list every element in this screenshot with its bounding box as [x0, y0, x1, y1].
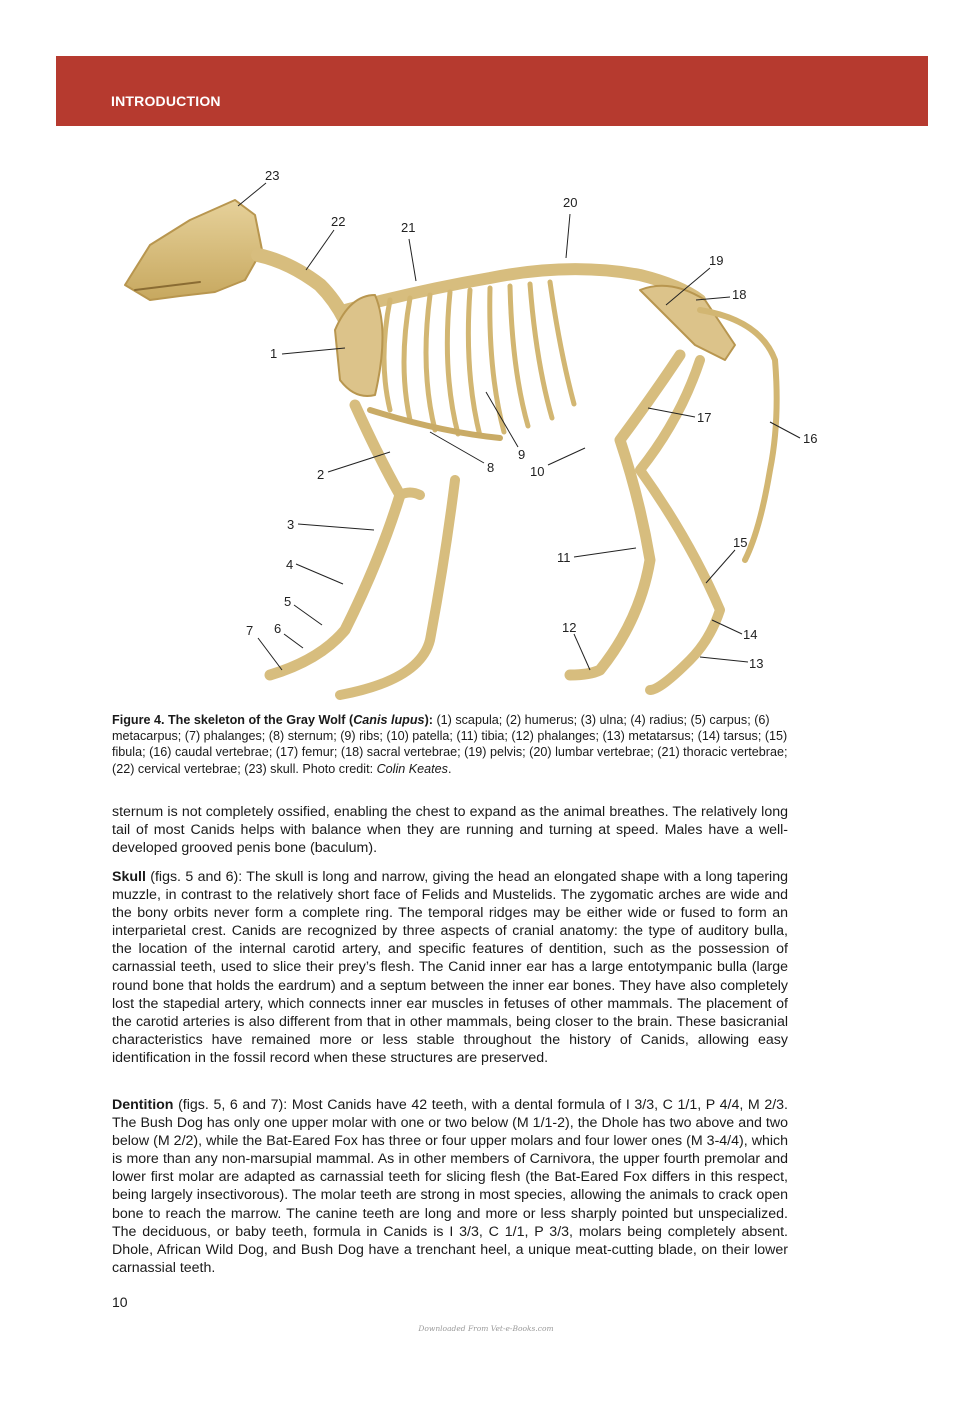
callout-number: 17	[697, 410, 712, 425]
callout-number: 22	[331, 214, 346, 229]
paragraph-skull	[112, 868, 788, 1067]
callout-number: 14	[743, 627, 758, 642]
section-header-bar	[56, 56, 928, 126]
skeleton-drawing	[125, 200, 777, 695]
callout-number: 19	[709, 253, 724, 268]
callout-number: 13	[749, 656, 764, 671]
callout-number: 15	[733, 535, 748, 550]
paragraph-lead: Dentition	[112, 1097, 174, 1113]
caption-lead-end: ):	[424, 713, 433, 727]
callout-number: 20	[563, 195, 578, 210]
caption-body: (1) scapula; (2) humerus; (3) ulna; (4) radius; (5) carpus; (6) metacarpus; (7) phalanges; (8) sternum; (9) ribs; (10) patella; (11) tibia; (12) phalanges; (13) metatarsus; (14) tarsus; (15) fibula; (16) caudal vertebrae; (17) femur; (18) sacral vertebrae; (19) pelvis; (20) lumbar vertebrae; (21) thoracic vertebrae; (22) cervical vertebrae; (23) skull. Photo credit:	[112, 713, 788, 776]
callout-number: 23	[265, 168, 280, 183]
callout-number: 12	[562, 620, 577, 635]
callout-number: 10	[530, 464, 545, 479]
callout-number: 3	[287, 517, 295, 532]
paragraph-text: sternum is not completely ossified, enabling the chest to expand as the animal breathes. The relatively long tail of most Canids helps with balance when they are running and turning at speed. Males have a well-developed grooved penis bone (baculum).	[112, 804, 788, 857]
caption-end: .	[447, 761, 452, 776]
callout-number: 6	[274, 621, 282, 636]
caption-credit: Colin Keates	[376, 761, 448, 776]
paragraph-text: (figs. 5 and 6): The skull is long and narrow, giving the head an elongated shape with a long tapering muzzle, in contrast to the relatively short face of Felids and Mustelids. The zygomatic arches are wide and the bony orbits never form a complete ring. The temporal ridges may be either wide or fused to form an interparietal crest. Canids are recognized by three aspects of cranial anatomy: the type of auditory bulla, the location of the internal carotid artery, and specific features of dentition, such as the possession of carnassial teeth, used to slice their prey’s flesh. The Canid inner ear has a large entotympanic bulla (large round bone that holds the eardrum) and a septum between the inner ear bones. They have also completely lost the stapedial artery, which connects inner ear muscles in fetuses of other mammals. The placement of the carotid arteries is also different from that in other mammals, being closer to the brain. These basicranial characteristics have remained more or less stable throughout the history of Canids, allowing easy identification in the fossil record when these structures are preserved.	[112, 869, 788, 1066]
callout-number: 4	[286, 557, 294, 572]
paragraph-lead: Skull	[112, 869, 146, 885]
callout-number: 11	[557, 550, 571, 565]
callout-number: 9	[518, 447, 526, 462]
skeleton-figure	[112, 160, 852, 710]
figure-caption	[112, 712, 788, 777]
callout-number: 8	[487, 460, 495, 475]
callout-labels	[246, 168, 817, 671]
callout-number: 5	[284, 594, 292, 609]
caption-species: Canis lupus	[353, 713, 425, 727]
caption-lead	[112, 713, 433, 727]
paragraph-text: (figs. 5, 6 and 7): Most Canids have 42 teeth, with a dental formula of I 3/3, C 1/1, P 4/4, M 2/3. The Bush Dog has only one upper molar with one or two below (M 1/1-2), the Dhole has two above and two below (M 2/2), while the Bat-Eared Fox has three or four upper molars and four lower ones (M 3-4/4), which is more than any non-marsupial mammal. As in other members of Carnivora, the upper fourth premolar and lower first molar are adapted as carnassial teeth for slicing flesh (the Bat-Eared Fox differs in this respect, being largely insectivorous). The molar teeth are strong in most species, allowing the animals to crack open bone to reach the marrow. The canine teeth are long and more or less sharply pointed but unspecialized. The deciduous, or baby teeth, formula in Canids is I 3/3, C 1/1, P 3/3, molars being completely absent. Dhole, African Wild Dog, and Bush Dog have a trenchant heel, a unique meat-cutting blade, on their lower carnassial teeth.	[112, 1097, 788, 1276]
callout-number: 2	[317, 467, 325, 482]
skeleton-illustration	[112, 160, 852, 710]
watermark: Downloaded From Vet-e-Books.com	[418, 1324, 554, 1333]
caption-lead-text: Figure 4. The skeleton of the Gray Wolf (	[112, 713, 354, 727]
callout-number: 21	[401, 220, 416, 235]
paragraph-sternum	[112, 803, 788, 857]
callout-number: 1	[270, 346, 278, 361]
callout-number: 16	[803, 431, 818, 446]
paragraph-dentition	[112, 1096, 788, 1277]
section-label: INTRODUCTION	[111, 93, 221, 109]
page-number: 10	[112, 1294, 128, 1310]
callout-number: 18	[732, 287, 747, 302]
callout-number: 7	[246, 623, 254, 638]
